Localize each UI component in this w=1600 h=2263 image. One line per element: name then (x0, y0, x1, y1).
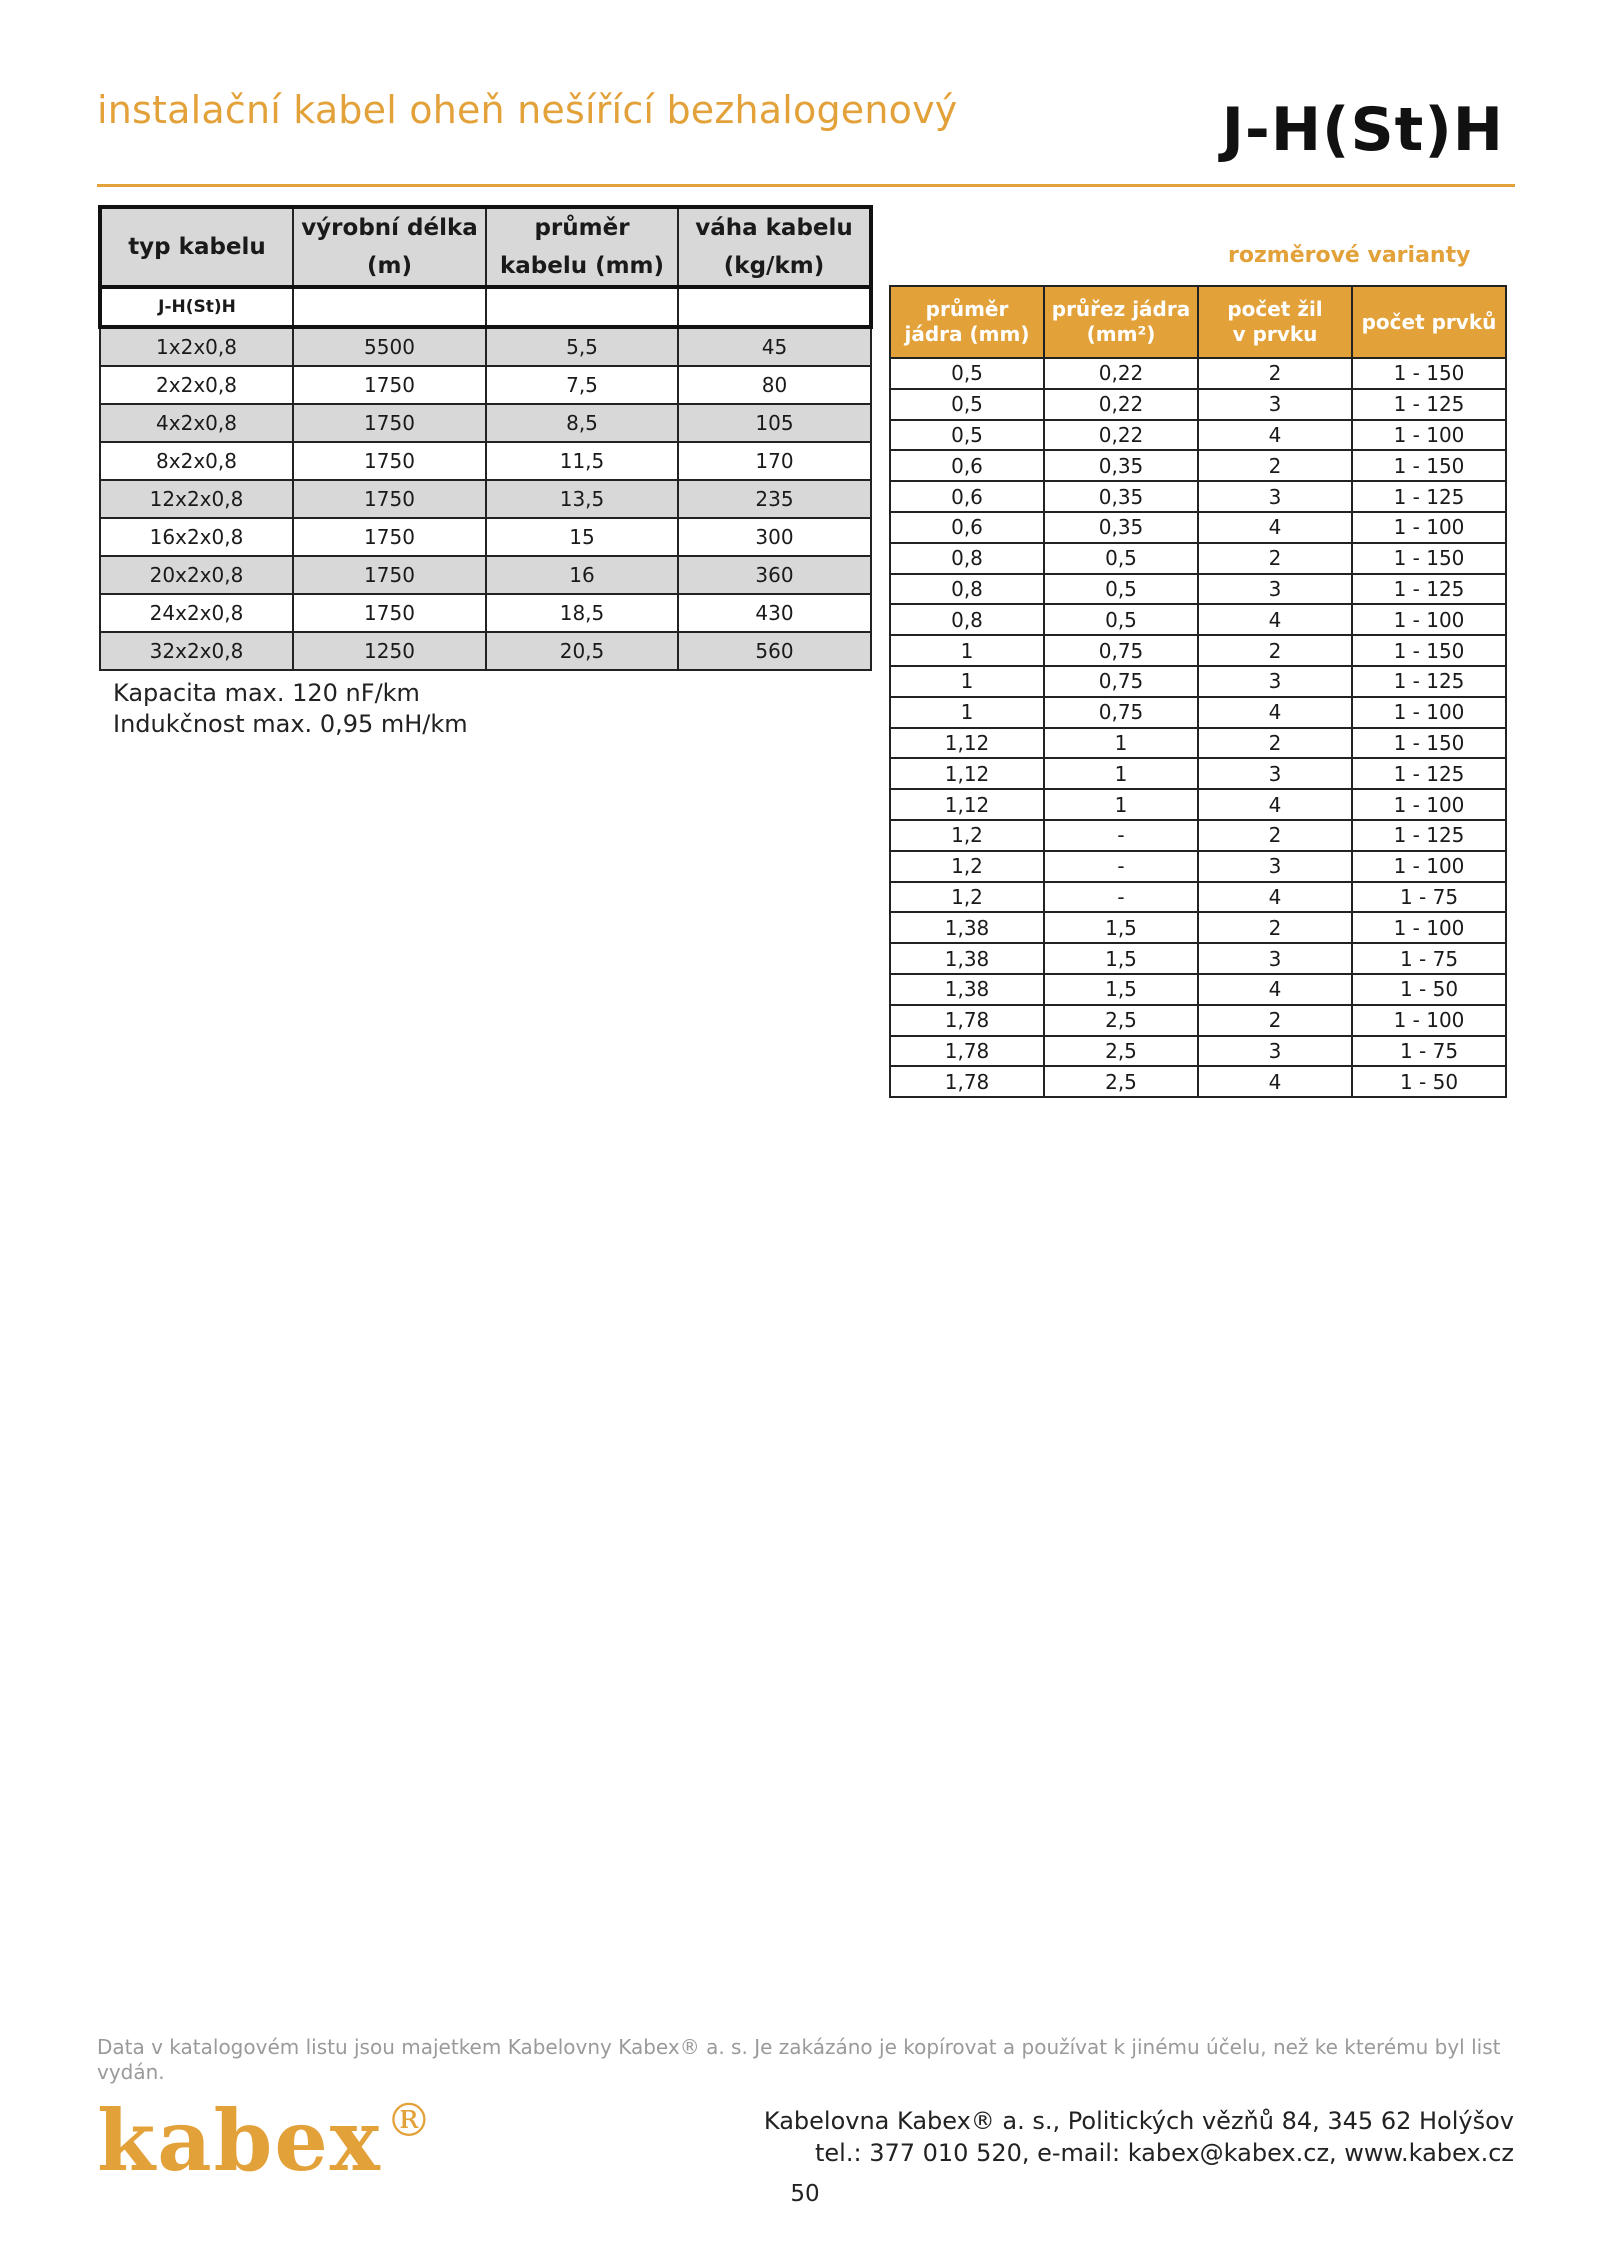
spec-cell: 15 (486, 518, 678, 556)
variants-cell: 1,78 (890, 1066, 1044, 1097)
spec-cell: 13,5 (486, 480, 678, 518)
variants-table-row (890, 543, 1506, 574)
variants-cell: 1 (1044, 789, 1198, 820)
variants-cell: 0,22 (1044, 358, 1198, 389)
variants-cell: 1 (890, 697, 1044, 728)
kabex-logo: kabex® (97, 2091, 434, 2190)
variants-cell: 2 (1198, 1005, 1352, 1036)
variants-cell: 0,35 (1044, 450, 1198, 481)
variants-cell: 2 (1198, 543, 1352, 574)
variants-cell: 1 - 125 (1352, 758, 1506, 789)
variants-cell: 1 - 100 (1352, 604, 1506, 635)
variants-table-row (890, 912, 1506, 943)
variants-cell: 1,12 (890, 728, 1044, 759)
spec-cell: 360 (678, 556, 871, 594)
variants-cell: 1,2 (890, 851, 1044, 882)
spec-col-header: váha kabelu (kg/km) (678, 207, 871, 287)
variants-cell: 3 (1198, 389, 1352, 420)
variants-cell: 4 (1198, 974, 1352, 1005)
spec-group-label: J-H(St)H (100, 287, 293, 327)
variants-cell: 0,6 (890, 481, 1044, 512)
variants-cell: 0,35 (1044, 481, 1198, 512)
variants-table-row (890, 758, 1506, 789)
company-contact: tel.: 377 010 520, e-mail: kabex@kabex.cz, www.kabex.cz (815, 2139, 1514, 2167)
variants-cell: 2 (1198, 635, 1352, 666)
variants-cell: 1 - 50 (1352, 974, 1506, 1005)
variants-cell: 1 - 100 (1352, 1005, 1506, 1036)
variants-cell: 0,5 (890, 420, 1044, 451)
variants-cell: 0,8 (890, 604, 1044, 635)
variants-table-row (890, 389, 1506, 420)
cable-spec-table (98, 205, 873, 671)
spec-cell: 300 (678, 518, 871, 556)
variants-cell: 1 - 50 (1352, 1066, 1506, 1097)
variants-cell: 2 (1198, 450, 1352, 481)
variants-cell: - (1044, 851, 1198, 882)
variants-cell: 1 - 150 (1352, 543, 1506, 574)
electrical-notes (113, 678, 468, 740)
variants-cell: 2 (1198, 358, 1352, 389)
variants-cell: 1 - 100 (1352, 697, 1506, 728)
variants-cell: 2 (1198, 912, 1352, 943)
variants-table-row (890, 789, 1506, 820)
page-number: 50 (790, 2181, 820, 2207)
copyright-disclaimer: Data v katalogovém listu jsou majetkem Kabelovny Kabex® a. s. Je zakázáno je kopírovat a používat k jinému účelu, než ke kterému byl list vydán. (97, 2035, 1501, 2084)
spec-cell: 18,5 (486, 594, 678, 632)
variants-cell: 0,5 (1044, 574, 1198, 605)
variants-cell: 3 (1198, 1036, 1352, 1067)
variants-cell: - (1044, 820, 1198, 851)
variants-cell: 1 - 150 (1352, 728, 1506, 759)
spec-cell: 1750 (293, 518, 486, 556)
variants-cell: 1 - 100 (1352, 512, 1506, 543)
variants-table-row (890, 635, 1506, 666)
variants-cell: 1 - 100 (1352, 789, 1506, 820)
variants-col-header: počet žil v prvku (1198, 286, 1352, 358)
spec-cell: 16 (486, 556, 678, 594)
variants-cell: 1,2 (890, 820, 1044, 851)
spec-table-row (100, 327, 871, 366)
variants-cell: 4 (1198, 604, 1352, 635)
product-code: J-H(St)H (1221, 95, 1504, 165)
variants-cell: 3 (1198, 943, 1352, 974)
spec-cell: 4x2x0,8 (100, 404, 293, 442)
variants-table-row (890, 666, 1506, 697)
spec-table-header-row (100, 207, 871, 287)
variants-table-row (890, 974, 1506, 1005)
variants-cell: 1,38 (890, 974, 1044, 1005)
spec-cell: 1750 (293, 366, 486, 404)
variants-table-row (890, 420, 1506, 451)
variants-cell: 1 (890, 635, 1044, 666)
variants-cell: 2,5 (1044, 1036, 1198, 1067)
variants-cell: 0,22 (1044, 389, 1198, 420)
variants-cell: 1,78 (890, 1036, 1044, 1067)
spec-table-row (100, 442, 871, 480)
spec-table-row (100, 404, 871, 442)
variants-table-row (890, 481, 1506, 512)
variants-cell: 1 - 125 (1352, 666, 1506, 697)
dimension-variants-table (889, 285, 1507, 1098)
spec-cell: 1250 (293, 632, 486, 670)
variants-header-row (890, 286, 1506, 358)
variants-cell: 1 - 75 (1352, 882, 1506, 913)
variants-table-row (890, 574, 1506, 605)
spec-cell: 12x2x0,8 (100, 480, 293, 518)
variants-col-header: průřez jádra (mm²) (1044, 286, 1198, 358)
variants-cell: 0,5 (890, 358, 1044, 389)
spec-group-row (100, 287, 871, 327)
variants-table-row (890, 450, 1506, 481)
variants-table-row (890, 851, 1506, 882)
spec-table-row (100, 366, 871, 404)
variants-cell: 1 (1044, 758, 1198, 789)
variants-table-row (890, 604, 1506, 635)
variants-cell: 1,38 (890, 912, 1044, 943)
variants-cell: 1 - 125 (1352, 481, 1506, 512)
variants-cell: 0,75 (1044, 666, 1198, 697)
variants-cell: 1,5 (1044, 974, 1198, 1005)
variants-cell: 1 - 100 (1352, 851, 1506, 882)
variants-table-row (890, 882, 1506, 913)
spec-cell: 8x2x0,8 (100, 442, 293, 480)
spec-cell: 7,5 (486, 366, 678, 404)
variants-cell: 2 (1198, 728, 1352, 759)
spec-col-header: výrobní délka (m) (293, 207, 486, 287)
variants-cell: 4 (1198, 697, 1352, 728)
spec-cell: 1750 (293, 556, 486, 594)
spec-cell: 80 (678, 366, 871, 404)
variants-cell: 1 - 75 (1352, 943, 1506, 974)
spec-table-row (100, 480, 871, 518)
variants-cell: 0,5 (1044, 604, 1198, 635)
variants-cell: 4 (1198, 420, 1352, 451)
variants-cell: - (1044, 882, 1198, 913)
variants-cell: 4 (1198, 789, 1352, 820)
variants-cell: 1,12 (890, 789, 1044, 820)
spec-cell: 5500 (293, 327, 486, 366)
variants-cell: 1,5 (1044, 912, 1198, 943)
company-address: Kabelovna Kabex® a. s., Politických vězňů 84, 345 62 Holýšov (763, 2107, 1514, 2135)
variants-cell: 1 - 150 (1352, 450, 1506, 481)
spec-table-row (100, 518, 871, 556)
variants-cell: 2,5 (1044, 1066, 1198, 1097)
spec-cell: 5,5 (486, 327, 678, 366)
variants-col-header: počet prvků (1352, 286, 1506, 358)
variants-cell: 1,12 (890, 758, 1044, 789)
variants-cell: 1 - 150 (1352, 635, 1506, 666)
spec-cell: 430 (678, 594, 871, 632)
variants-cell: 4 (1198, 882, 1352, 913)
variants-table-row (890, 512, 1506, 543)
variants-col-header: průměr jádra (mm) (890, 286, 1044, 358)
variants-table-row (890, 943, 1506, 974)
spec-col-header: typ kabelu (100, 207, 293, 287)
page-title: instalační kabel oheň nešířící bezhalogenový (97, 88, 958, 132)
variants-cell: 1,78 (890, 1005, 1044, 1036)
variants-cell: 0,6 (890, 450, 1044, 481)
spec-cell: 1750 (293, 442, 486, 480)
variants-cell: 1 - 125 (1352, 574, 1506, 605)
variants-table-row (890, 1066, 1506, 1097)
variants-cell: 3 (1198, 666, 1352, 697)
variants-cell: 1,5 (1044, 943, 1198, 974)
spec-cell: 1x2x0,8 (100, 327, 293, 366)
spec-cell: 24x2x0,8 (100, 594, 293, 632)
spec-cell: 170 (678, 442, 871, 480)
variants-cell: 0,35 (1044, 512, 1198, 543)
variants-cell: 0,8 (890, 543, 1044, 574)
spec-col-header: průměr kabelu (mm) (486, 207, 678, 287)
variants-cell: 3 (1198, 851, 1352, 882)
spec-cell: 20x2x0,8 (100, 556, 293, 594)
spec-cell: 16x2x0,8 (100, 518, 293, 556)
spec-cell: 560 (678, 632, 871, 670)
variants-cell: 1 - 100 (1352, 912, 1506, 943)
spec-cell: 1750 (293, 404, 486, 442)
variants-cell: 1 - 150 (1352, 358, 1506, 389)
variants-cell: 2,5 (1044, 1005, 1198, 1036)
variants-cell: 0,6 (890, 512, 1044, 543)
spec-cell: 1750 (293, 480, 486, 518)
variants-cell: 3 (1198, 481, 1352, 512)
variants-cell: 4 (1198, 512, 1352, 543)
variants-cell: 3 (1198, 758, 1352, 789)
variants-cell: 3 (1198, 574, 1352, 605)
spec-cell: 8,5 (486, 404, 678, 442)
spec-cell: 45 (678, 327, 871, 366)
spec-cell: 105 (678, 404, 871, 442)
variants-cell: 0,5 (890, 389, 1044, 420)
variants-cell: 1 (890, 666, 1044, 697)
variants-cell: 0,8 (890, 574, 1044, 605)
variants-cell: 2 (1198, 820, 1352, 851)
variants-table-row (890, 697, 1506, 728)
variants-table-row (890, 820, 1506, 851)
spec-cell: 11,5 (486, 442, 678, 480)
spec-table-row (100, 556, 871, 594)
variants-cell: 0,75 (1044, 635, 1198, 666)
spec-cell: 20,5 (486, 632, 678, 670)
note-capacitance: Kapacita max. 120 nF/km (113, 679, 420, 707)
spec-cell: 235 (678, 480, 871, 518)
variants-cell: 1 - 125 (1352, 820, 1506, 851)
variants-table-row (890, 728, 1506, 759)
spec-cell: 2x2x0,8 (100, 366, 293, 404)
variants-cell: 1,2 (890, 882, 1044, 913)
variants-cell: 0,5 (1044, 543, 1198, 574)
company-info (764, 2105, 1514, 2169)
variants-table-row (890, 358, 1506, 389)
variants-cell: 1,38 (890, 943, 1044, 974)
variants-table-row (890, 1005, 1506, 1036)
variants-cell: 0,22 (1044, 420, 1198, 451)
variants-table-row (890, 1036, 1506, 1067)
header-divider (97, 184, 1515, 187)
note-inductance: Indukčnost max. 0,95 mH/km (113, 710, 468, 738)
spec-cell: 1750 (293, 594, 486, 632)
variants-cell: 0,75 (1044, 697, 1198, 728)
variants-cell: 1 - 100 (1352, 420, 1506, 451)
spec-table-row (100, 632, 871, 670)
variants-caption: rozměrové varianty (1228, 243, 1471, 268)
spec-cell: 32x2x0,8 (100, 632, 293, 670)
variants-cell: 1 (1044, 728, 1198, 759)
variants-cell: 1 - 125 (1352, 389, 1506, 420)
spec-table-row (100, 594, 871, 632)
variants-cell: 4 (1198, 1066, 1352, 1097)
variants-cell: 1 - 75 (1352, 1036, 1506, 1067)
